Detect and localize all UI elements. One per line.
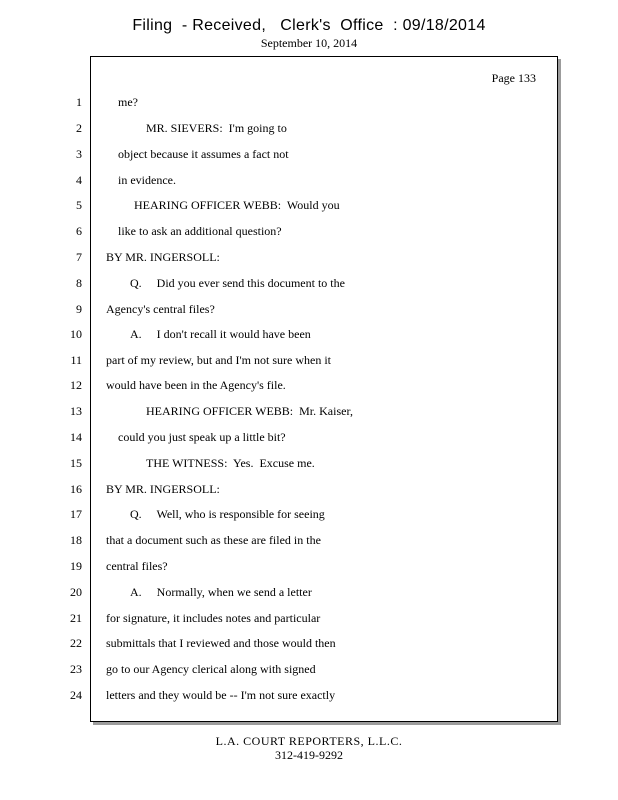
transcript-line: THE WITNESS: Yes. Excuse me. <box>146 456 315 470</box>
line-number: 23 <box>70 662 82 676</box>
transcript-line: BY MR. INGERSOLL: <box>106 482 220 496</box>
line-number: 24 <box>70 688 82 702</box>
transcript-line: A. Normally, when we send a letter <box>130 585 312 599</box>
reporter-phone-number: 312-419-9292 <box>275 748 343 762</box>
filing-stamp-header: Filing - Received, Clerk's Office : 09/18/2014 <box>132 17 486 34</box>
line-number: 9 <box>76 302 82 316</box>
line-number: 5 <box>76 198 82 212</box>
line-number: 6 <box>76 224 82 238</box>
transcript-line: submittals that I reviewed and those would then <box>106 636 336 650</box>
transcript-line: that a document such as these are filed in the <box>106 533 321 547</box>
transcript-line: MR. SIEVERS: I'm going to <box>146 121 287 135</box>
transcript-line: letters and they would be -- I'm not sure exactly <box>106 688 336 702</box>
line-number: 12 <box>70 378 82 392</box>
transcript-line: for signature, it includes notes and particular <box>106 611 321 625</box>
line-number: 1 <box>76 95 82 109</box>
transcript-line: A. I don't recall it would have been <box>130 327 311 341</box>
transcript-line: HEARING OFFICER WEBB: Would you <box>134 198 340 212</box>
line-number: 17 <box>70 507 82 521</box>
line-number: 14 <box>70 430 82 444</box>
transcript-line: me? <box>118 95 138 109</box>
transcript-line: could you just speak up a little bit? <box>118 430 286 444</box>
line-number: 11 <box>70 353 82 367</box>
page-number: Page 133 <box>491 71 536 85</box>
line-number: 10 <box>70 327 82 341</box>
transcript-line: central files? <box>106 559 168 573</box>
line-number: 20 <box>70 585 82 599</box>
line-number: 4 <box>76 173 82 187</box>
line-number: 21 <box>70 611 82 625</box>
line-number: 18 <box>70 533 82 547</box>
transcript-line: BY MR. INGERSOLL: <box>106 250 220 264</box>
transcript-line: object because it assumes a fact not <box>118 147 289 161</box>
transcript-line: Agency's central files? <box>106 302 215 316</box>
transcript-line: go to our Agency clerical along with signed <box>106 662 316 676</box>
transcript-line: HEARING OFFICER WEBB: Mr. Kaiser, <box>146 404 353 418</box>
line-number: 16 <box>70 482 82 496</box>
line-number: 15 <box>70 456 82 470</box>
line-number: 3 <box>76 147 82 161</box>
transcript-date: September 10, 2014 <box>260 36 358 50</box>
transcript-line: like to ask an additional question? <box>118 224 282 238</box>
transcript-line: Q. Well, who is responsible for seeing <box>130 507 325 521</box>
reporter-company-name: L.A. COURT REPORTERS, L.L.C. <box>215 734 403 748</box>
line-number: 8 <box>76 276 82 290</box>
transcript-line: would have been in the Agency's file. <box>106 378 286 392</box>
line-number: 2 <box>76 121 82 135</box>
line-number: 22 <box>70 636 82 650</box>
line-number: 13 <box>70 404 82 418</box>
line-number: 7 <box>76 250 82 264</box>
transcript-line: in evidence. <box>118 173 176 187</box>
transcript-line: Q. Did you ever send this document to the <box>130 276 345 290</box>
line-number: 19 <box>70 559 82 573</box>
transcript-line: part of my review, but and I'm not sure when it <box>106 353 331 367</box>
